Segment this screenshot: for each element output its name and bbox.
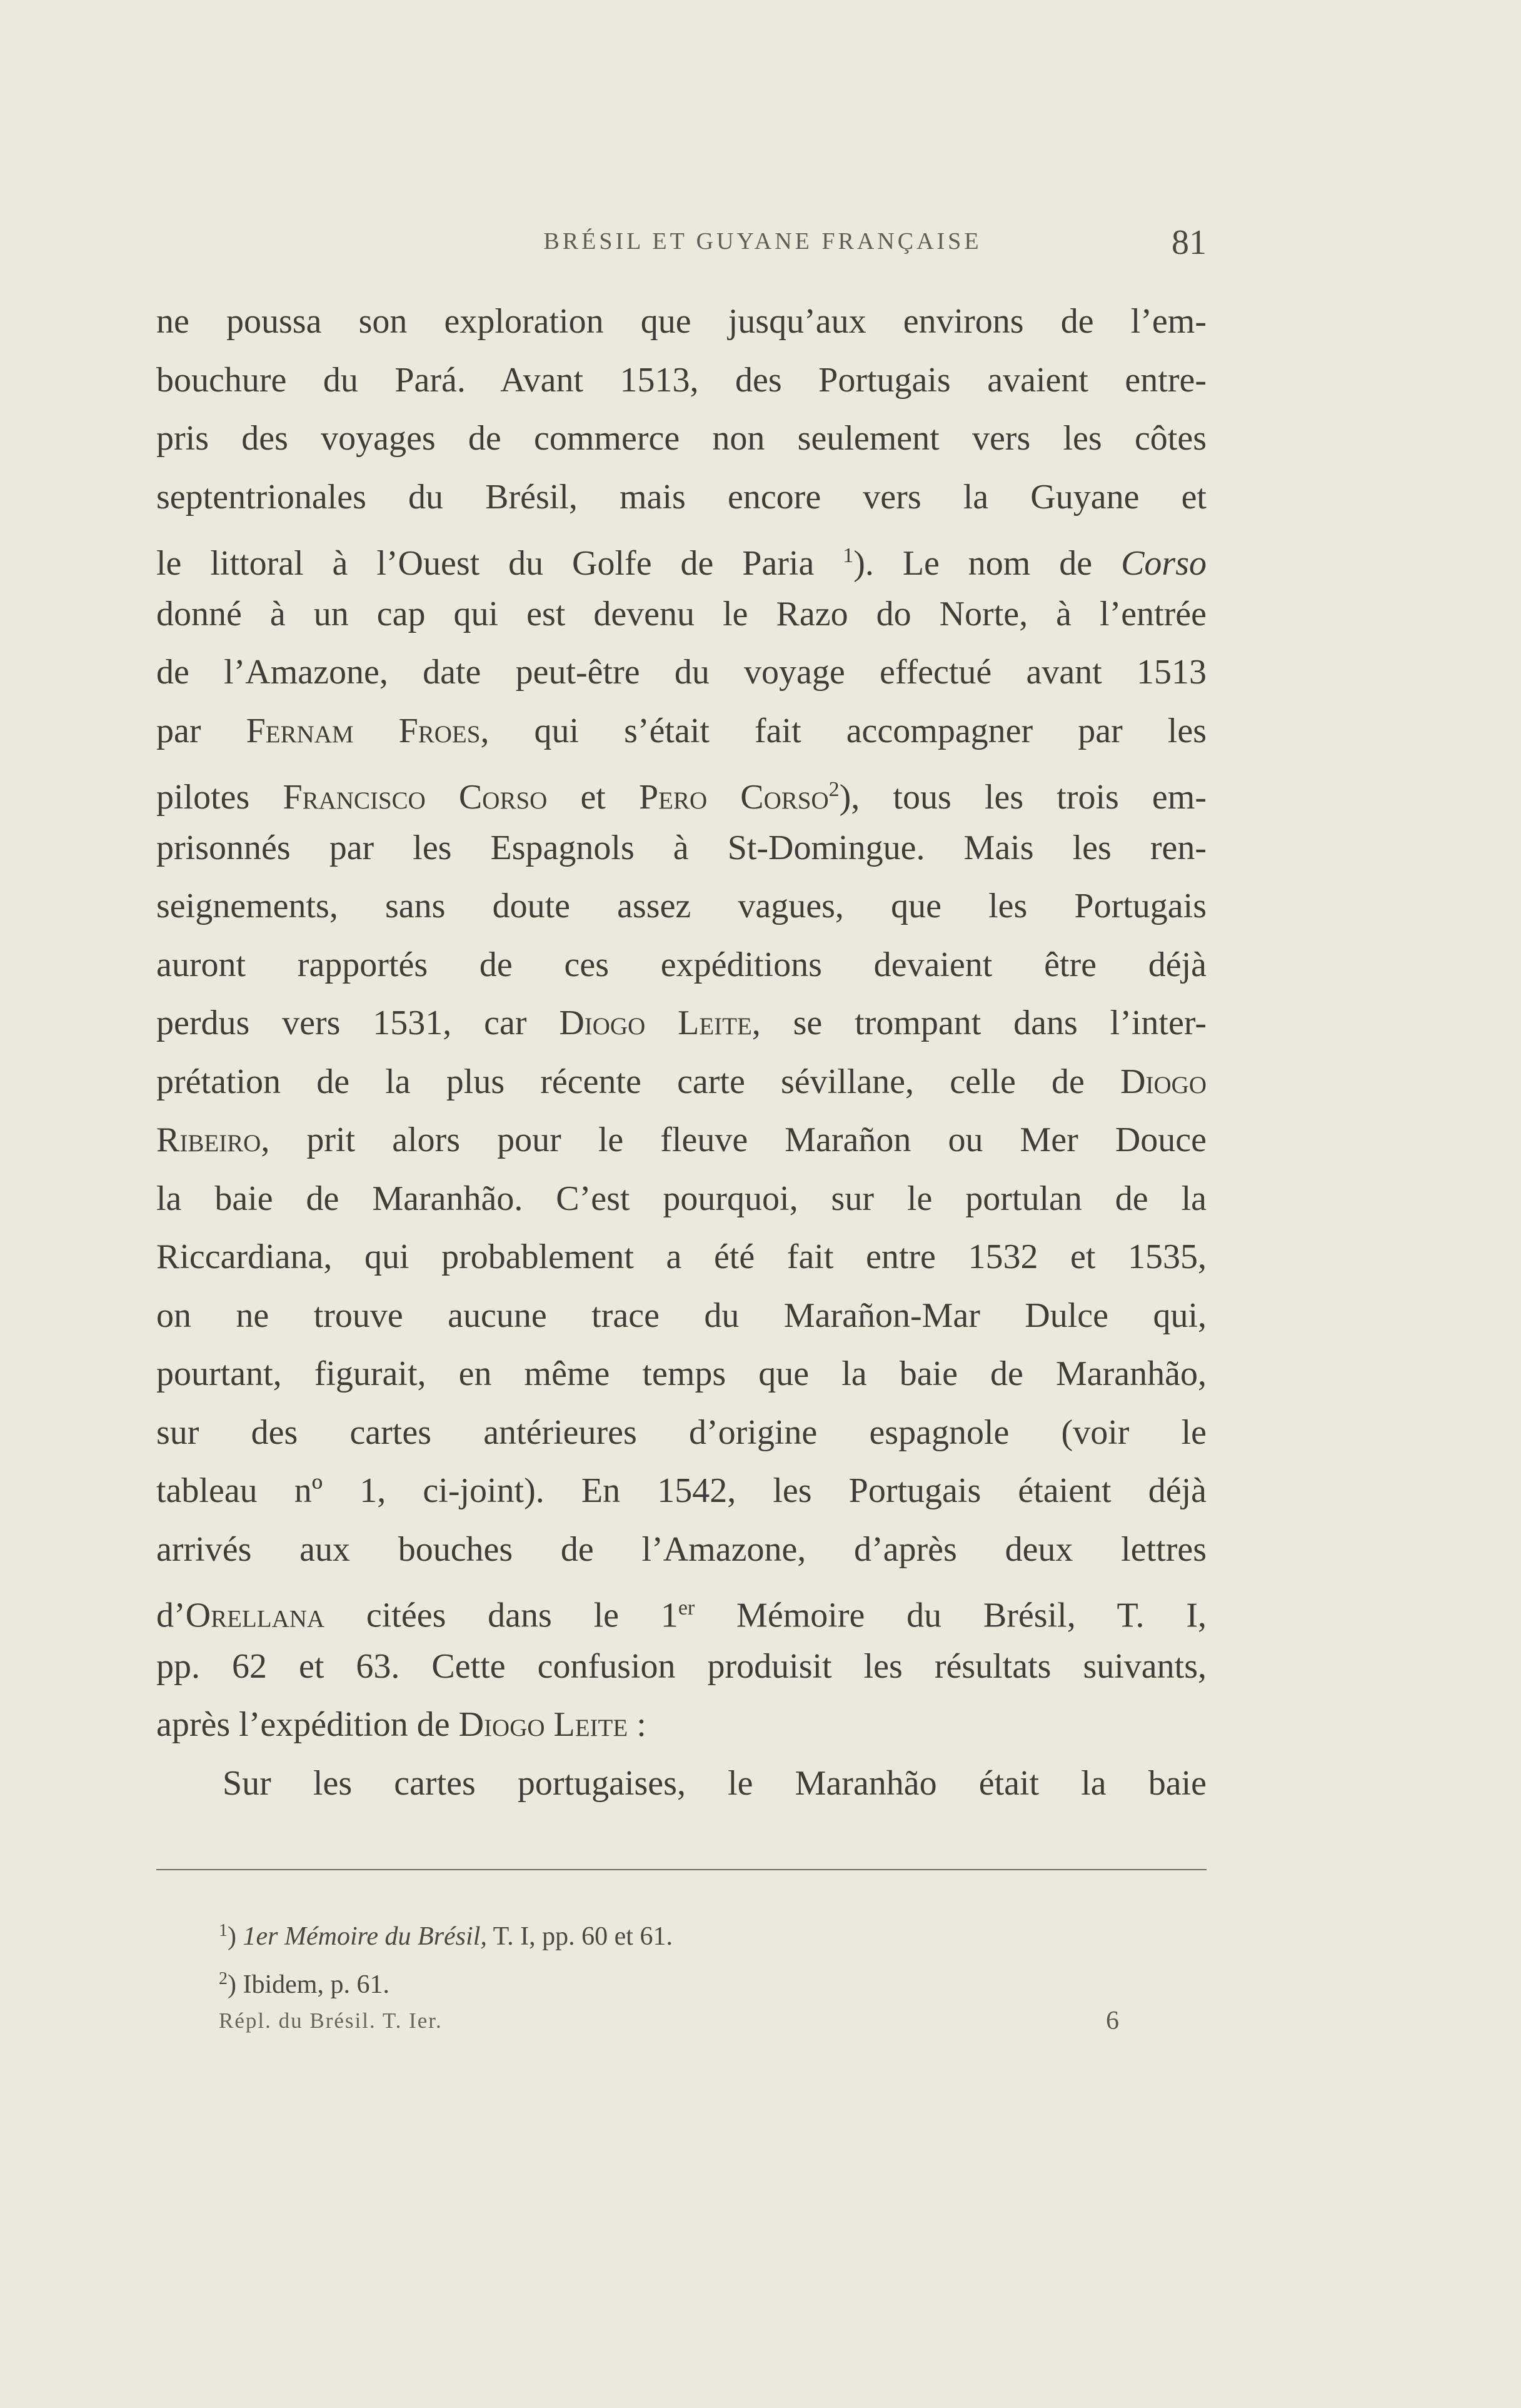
person-name: Diogo	[1120, 1062, 1207, 1101]
text-line-21: tableau nº 1, ci-joint). En 1542, les Portugais étaient déjà	[156, 1471, 1207, 1510]
text-segment: ). Le nom de	[853, 544, 1122, 583]
text-line-14	[156, 1053, 1207, 1112]
text-line-26: Sur les cartes portugaises, le Maranhão était la baie	[223, 1763, 1207, 1803]
text-segment: par	[156, 711, 246, 750]
person-name: Fernam Froes	[246, 711, 481, 750]
text-line-6: donné à un cap qui est devenu le Razo do Norte, à l’entrée	[156, 594, 1207, 633]
text-line-1: ne poussa son exploration que jusqu’aux environs de l’em-	[156, 302, 1207, 341]
text-line-5	[156, 526, 1207, 585]
text-line-7: de l’Amazone, date peut-être du voyage effectué avant 1513	[156, 653, 1207, 692]
footnote-text: Ibidem, p. 61.	[243, 1970, 389, 1999]
running-title: BRÉSIL ET GUYANE FRANÇAISE	[543, 228, 982, 254]
page-number: 81	[1172, 223, 1207, 262]
text-segment: après l’expédition de	[156, 1705, 459, 1744]
text-line-9	[156, 760, 1207, 819]
person-name: Diogo Leite	[458, 1705, 628, 1744]
text-line-11: seignements, sans doute assez vagues, que les Portugais	[156, 887, 1207, 925]
person-name: Diogo Leite	[559, 1004, 752, 1042]
text-segment: perdus vers 1531, car	[156, 1004, 560, 1042]
text-segment: prétation de la plus récente carte sévillane, celle de	[156, 1062, 1121, 1101]
text-line-24: pp. 62 et 63. Cette confusion produisit les résultats suivants,	[156, 1646, 1207, 1686]
body-text	[156, 293, 1207, 1813]
text-line-3: pris des voyages de commerce non seulement vers les côtes	[156, 419, 1207, 458]
text-segment: Mémoire du Brésil, T. I,	[695, 1596, 1207, 1635]
text-segment: et	[547, 778, 639, 817]
footnote-1: $^1$) 1er Mémoire du Brésil, T. I, pp. 60 et 61.	[219, 1921, 673, 1951]
footnote-marker: 1	[219, 1921, 228, 1940]
text-line-15	[156, 1111, 1207, 1170]
person-name: Ribeiro	[156, 1121, 261, 1159]
footnote-ref-2: 2	[828, 778, 840, 801]
text-line-12: auront rapportés de ces expéditions devaient être déjà	[156, 945, 1207, 984]
footnote-marker: 2	[219, 1969, 228, 1988]
signature-number: 6	[1106, 2007, 1119, 2035]
text-line-16: la baie de Maranhão. C’est pourquoi, sur le portulan de la	[156, 1179, 1207, 1218]
text-segment: ), tous les trois em-	[839, 778, 1207, 817]
text-line-22: arrivés aux bouches de l’Amazone, d’après deux lettres	[156, 1529, 1207, 1569]
signature-line	[219, 2008, 1132, 2040]
text-line-4: septentrionales du Brésil, mais encore vers la Guyane et	[156, 477, 1207, 516]
text-line-18: on ne trouve aucune trace du Marañon-Mar Dulce qui,	[156, 1296, 1207, 1335]
signature-text: Répl. du Brésil. T. Ier.	[219, 2008, 443, 2033]
footnote-2: $^2$) Ibidem, p. 61.	[219, 1969, 389, 1999]
text-segment: , prit alors pour le fleuve Marañon ou Mer Douce	[261, 1121, 1207, 1159]
text-line-8	[156, 702, 1207, 761]
text-segment: , se trompant dans l’inter-	[751, 1004, 1207, 1042]
text-line-25	[156, 1696, 1207, 1755]
text-line-13	[156, 994, 1207, 1053]
person-name: Pero Corso	[639, 778, 829, 817]
text-line-2: bouchure du Pará. Avant 1513, des Portugais avaient entre-	[156, 360, 1207, 400]
italic-word: Corso	[1121, 544, 1207, 583]
text-segment: citées dans le 1	[324, 1596, 678, 1635]
text-line-10: prisonnés par les Espagnols à St-Domingue. Mais les ren-	[156, 828, 1207, 867]
person-name: Francisco Corso	[283, 778, 548, 817]
text-line-19: pourtant, figurait, en même temps que la baie de Maranhão,	[156, 1354, 1207, 1393]
footnote-separator	[156, 1869, 1207, 1870]
text-line-23	[156, 1579, 1207, 1638]
footnote-text: T. I, pp. 60 et 61.	[486, 1922, 673, 1951]
text-segment: d’	[156, 1596, 186, 1635]
footnote-ref-1: 1	[843, 544, 854, 567]
text-line-17: Riccardiana, qui probablement a été fait entre 1532 et 1535,	[156, 1237, 1207, 1276]
text-line-20: sur des cartes antérieures d’origine espagnole (voir le	[156, 1413, 1207, 1452]
text-segment: :	[628, 1705, 646, 1744]
page-header	[156, 223, 1207, 279]
text-segment: le littoral à l’Ouest du Golfe de Paria	[156, 544, 843, 583]
superscript: er	[678, 1596, 695, 1620]
person-name: Orellana	[185, 1596, 325, 1635]
footnote-italic: 1er Mémoire du Brésil,	[243, 1922, 487, 1951]
text-segment: pilotes	[156, 778, 283, 817]
text-segment: , qui s’était fait accompagner par les	[480, 711, 1207, 750]
footnotes	[219, 1910, 1132, 2006]
